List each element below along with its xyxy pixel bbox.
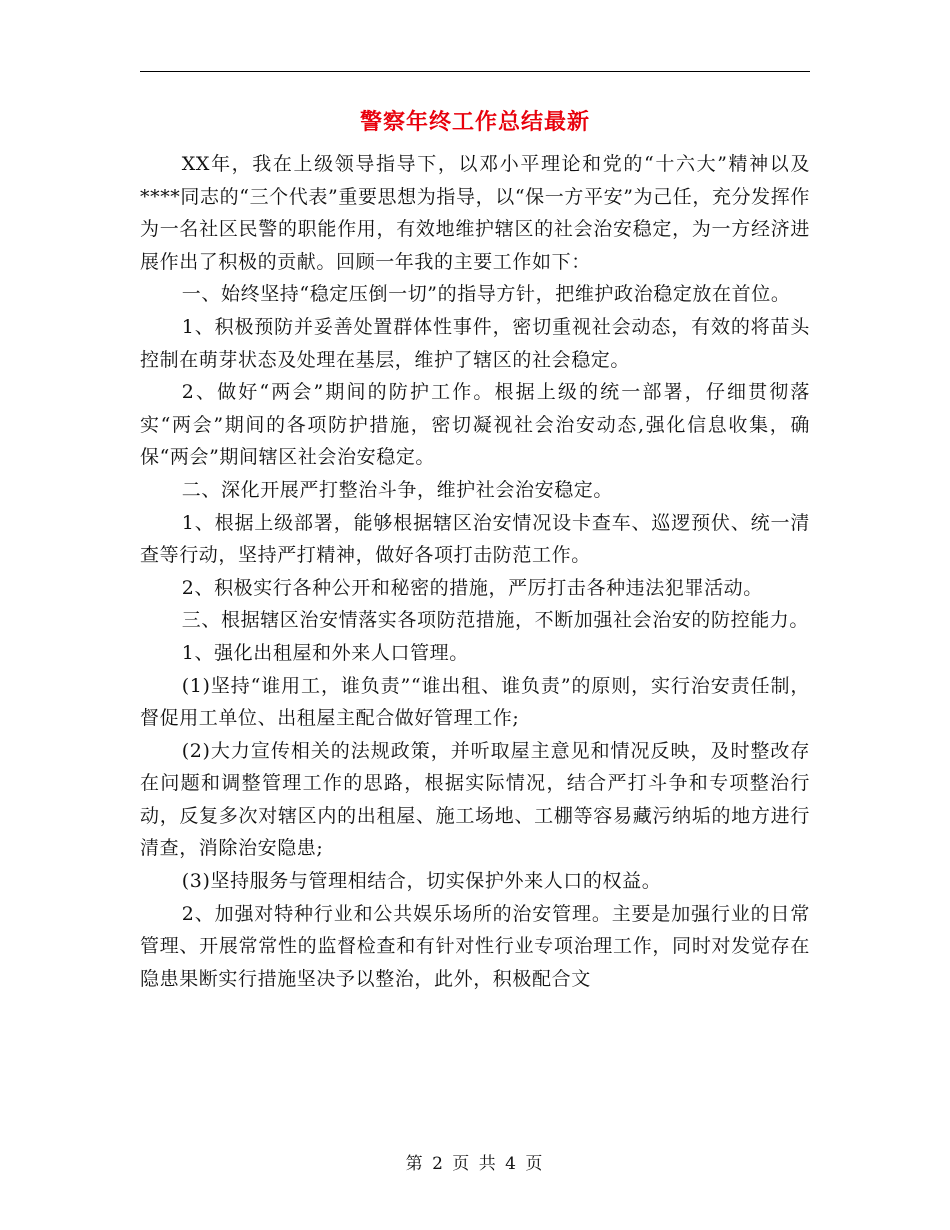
paragraph-subitem: (2)大力宣传相关的法规政策，并听取屋主意见和情况反映，及时整改存在问题和调整管理工作的思路，根据实际情况，结合严打斗争和专项整治行动，反复多次对辖区内的出租屋、施工场地、工棚等容易藏污纳垢的地方进行清查，消除治安隐患;	[140, 739, 810, 860]
page-number-footer: 第 2 页 共 4 页	[405, 1154, 545, 1174]
paragraph-item: 1、积极预防并妥善处置群体性事件，密切重视社会动态，有效的将苗头控制在萌芽状态及处理在基层，维护了辖区的社会稳定。	[140, 315, 810, 371]
paragraph-item: 1、强化出租屋和外来人口管理。	[181, 641, 469, 664]
paragraph-subitem: (3)坚持服务与管理相结合，切实保护外来人口的权益。	[181, 870, 662, 893]
paragraph-subitem: (1)坚持“谁用工，谁负责”“谁出租、谁负责”的原则，实行治安责任制，督促用工单位、出租屋主配合做好管理工作;	[140, 674, 810, 730]
paragraph-item: 2、做好“两会”期间的防护工作。根据上级的统一部署，仔细贯彻落实“两会”期间的各项防护措施，密切凝视社会治安动态,强化信息收集，确保“两会”期间辖区社会治安稳定。	[140, 381, 810, 469]
paragraph-intro: XX年，我在上级领导指导下，以邓小平理论和党的“十六大”精神以及****同志的“三个代表”重要思想为指导，以“保一方平安”为己任，充分发挥作为一名社区民警的职能作用，有效地维护辖区的社会治安稳定，为一方经济进展作出了积极的贡献。回顾一年我的主要工作如下：	[140, 153, 810, 273]
paragraph-item: 2、积极实行各种公开和秘密的措施，严厉打击各种违法犯罪活动。	[181, 576, 763, 599]
paragraph-section-1: 一、始终坚持“稳定压倒一切”的指导方针，把维护政治稳定放在首位。	[181, 283, 791, 306]
paragraph-section-3: 三、根据辖区治安情落实各项防范措施，不断加强社会治安的防控能力。	[181, 609, 809, 632]
paragraph-section-2: 二、深化开展严打整治斗争，维护社会治安稳定。	[181, 478, 613, 501]
document-title: 警察年终工作总结最新	[359, 110, 590, 135]
paragraph-item: 1、根据上级部署，能够根据辖区治安情况设卡查车、巡逻预伏、统一清查等行动，坚持严打精神，做好各项打击防范工作。	[140, 511, 810, 567]
document-body	[140, 148, 810, 995]
paragraph-item: 2、加强对特种行业和公共娱乐场所的治安管理。主要是加强行业的日常管理、开展常常性的监督检查和有针对性行业专项治理工作，同时对发觉存在隐患果断实行措施坚决予以整治，此外，积极配合文	[140, 902, 810, 990]
header-rule	[140, 71, 810, 72]
